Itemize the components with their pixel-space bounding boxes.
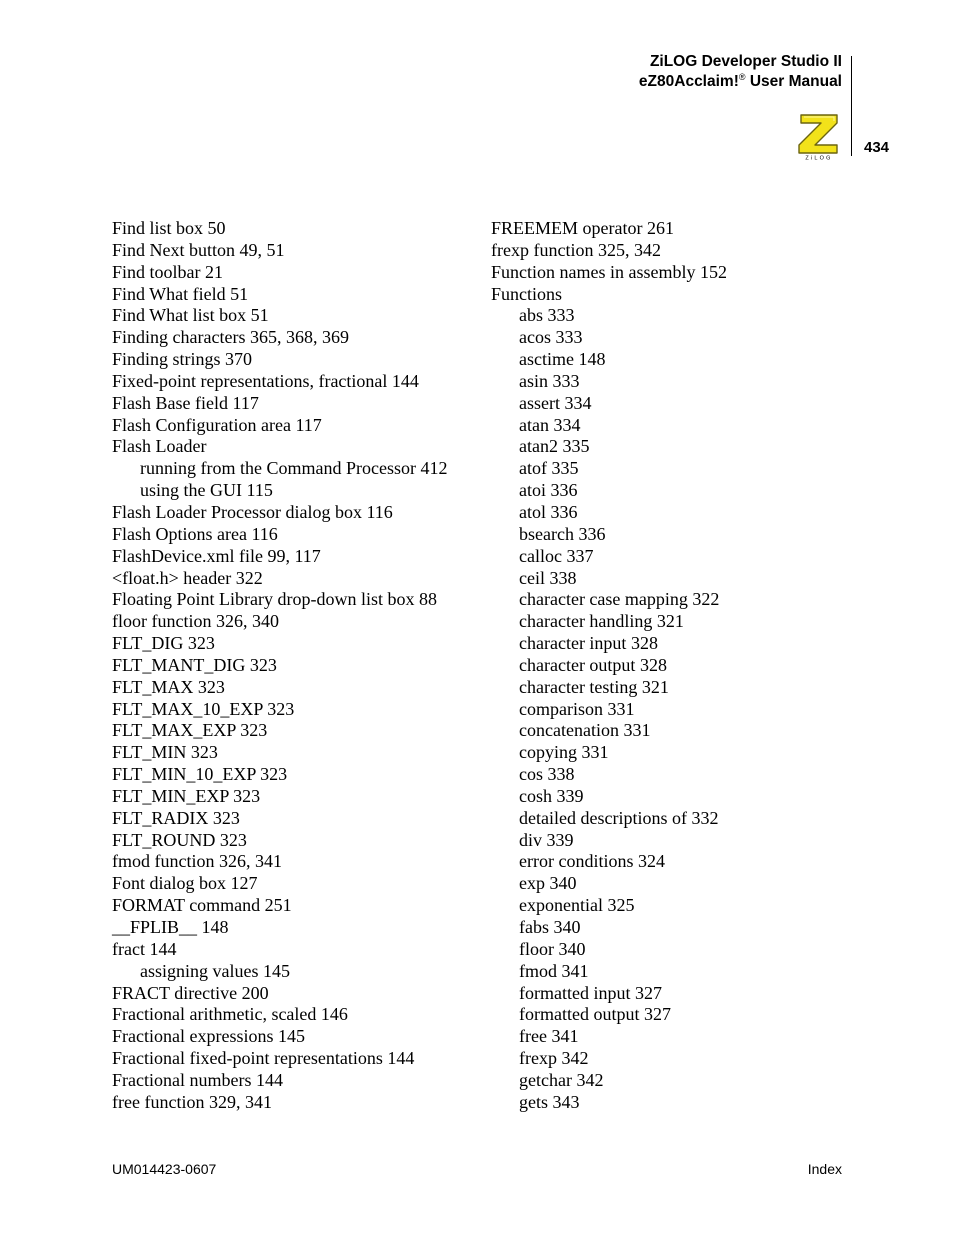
index-entry: Flash Configuration area 117 [112, 414, 322, 435]
header-divider [851, 56, 852, 156]
index-entry: FLT_ROUND 323 [112, 829, 247, 850]
index-subentry: copying 331 [519, 742, 609, 763]
index-entry: Find Next button 49, 51 [112, 239, 285, 260]
document-title [639, 52, 842, 92]
index-entry: Flash Loader Processor dialog box 116 [112, 501, 393, 522]
index-entry: __FPLIB__ 148 [112, 917, 229, 937]
index-subentry: exponential 325 [519, 895, 635, 916]
index-entry: Fractional expressions 145 [112, 1026, 305, 1047]
index-entry: Fractional arithmetic, scaled 146 [112, 1004, 348, 1025]
index-subentry: formatted output 327 [519, 1004, 671, 1025]
index-entry: Find toolbar 21 [112, 261, 223, 282]
index-subentry: error conditions 324 [519, 851, 665, 872]
index-subentry: concatenation 331 [519, 720, 651, 741]
title-product: eZ80Acclaim! [638, 73, 739, 90]
index-entry: Finding characters 365, 368, 369 [112, 327, 349, 348]
index-entry: Flash Options area 116 [112, 523, 278, 544]
index-entry: FREEMEM operator 261 [491, 218, 674, 238]
index-entry: <float.h> header 322 [112, 567, 263, 588]
index-subentry: atoi 336 [519, 480, 578, 501]
registered-mark: ® [738, 72, 746, 82]
index-entry: Flash Loader [112, 436, 207, 457]
index-entry: FLT_MIN 323 [112, 742, 218, 763]
index-entry: FlashDevice.xml file 99, 117 [112, 545, 321, 566]
index-subentry: ceil 338 [519, 567, 577, 588]
index-subentry: assigning values 145 [140, 960, 290, 981]
index-subentry: bsearch 336 [519, 523, 606, 544]
index-subentry: fmod 341 [519, 960, 589, 981]
index-entry: Functions [491, 283, 563, 304]
index-subentry: formatted input 327 [519, 982, 662, 1003]
index-subentry: div 339 [519, 829, 574, 850]
index-subentry: cosh 339 [519, 785, 584, 806]
index-entry: fract 144 [112, 938, 177, 959]
index-subentry: cos 338 [519, 764, 575, 785]
index-subentry: atol 336 [519, 501, 578, 522]
index-entry: FLT_MIN_EXP 323 [112, 785, 261, 806]
index-subentry: calloc 337 [519, 545, 594, 566]
index-entry: FLT_MANT_DIG 323 [112, 654, 277, 675]
index-entry: FLT_MIN_10_EXP 323 [112, 764, 288, 785]
index-entry: FORMAT command 251 [112, 895, 292, 916]
title-line-1: ZiLOG Developer Studio II [649, 53, 842, 70]
index-entry: free function 329, 341 [112, 1091, 272, 1112]
index-subentry: asin 333 [519, 370, 580, 391]
index-entry: FRACT directive 200 [112, 982, 269, 1003]
index-subentry: acos 333 [519, 327, 583, 348]
index-entry: Function names in assembly 152 [491, 261, 727, 282]
index-entry: Font dialog box 127 [112, 873, 258, 894]
index-entry: FLT_RADIX 323 [112, 807, 240, 828]
index-entry: frexp function 325, 342 [491, 239, 661, 260]
index-entry: FLT_MAX 323 [112, 676, 225, 697]
index-subentry: getchar 342 [519, 1069, 604, 1090]
index-subentry: character testing 321 [519, 676, 669, 697]
title-line-2 [639, 72, 842, 92]
index-subentry: free 341 [519, 1026, 579, 1047]
index-entry: FLT_MAX_10_EXP 323 [112, 698, 295, 719]
index-entry: Find What list box 51 [112, 305, 269, 326]
index-subentry: comparison 331 [519, 698, 635, 719]
page-number: 434 [864, 139, 890, 156]
index-subentry: running from the Command Processor 412 [140, 458, 448, 479]
index-subentry: using the GUI 115 [140, 480, 273, 501]
index-subentry: atof 335 [519, 458, 579, 479]
index-subentry: fabs 340 [519, 917, 581, 937]
index-entry: FLT_DIG 323 [112, 633, 215, 654]
index-entry: fmod function 326, 341 [112, 851, 282, 872]
index-subentry: floor 340 [519, 938, 586, 959]
index-subentry: asctime 148 [519, 349, 606, 370]
index-subentry: character output 328 [519, 654, 667, 675]
index-subentry: character input 328 [519, 633, 658, 654]
index-entry: Find list box 50 [112, 218, 226, 238]
index-subentry: assert 334 [519, 392, 592, 413]
index-subentry: abs 333 [519, 305, 575, 326]
index-entry: Floating Point Library drop-down list box 88 [112, 589, 437, 610]
index-subentry: exp 340 [519, 873, 577, 894]
index-column-left [112, 218, 447, 1114]
index-entry: FLT_MAX_EXP 323 [112, 720, 268, 741]
index-entry: floor function 326, 340 [112, 611, 279, 632]
index-subentry: detailed descriptions of 332 [519, 807, 719, 828]
index-subentry: frexp 342 [519, 1048, 589, 1069]
index-entry: Finding strings 370 [112, 349, 253, 370]
index-entry: Fixed-point representations, fractional 144 [112, 370, 419, 391]
index-subentry: atan 334 [519, 414, 581, 435]
index-column-right [491, 218, 727, 1114]
index-subentry: character case mapping 322 [519, 589, 720, 610]
index-entry: Find What field 51 [112, 283, 249, 304]
index-entry: Flash Base field 117 [112, 392, 259, 413]
index-subentry: character handling 321 [519, 611, 684, 632]
logo-wordmark: ZiLOG [805, 155, 833, 160]
title-suffix: User Manual [745, 73, 842, 90]
index-subentry: atan2 335 [519, 436, 590, 457]
index-subentry: gets 343 [519, 1091, 580, 1112]
index-entry: Fractional fixed-point representations 144 [112, 1048, 415, 1069]
index-entry: Fractional numbers 144 [112, 1069, 283, 1090]
footer-doc-id: UM014423-0607 [112, 1161, 217, 1177]
footer-section: Index [807, 1161, 842, 1177]
zilog-logo-icon [795, 112, 843, 160]
